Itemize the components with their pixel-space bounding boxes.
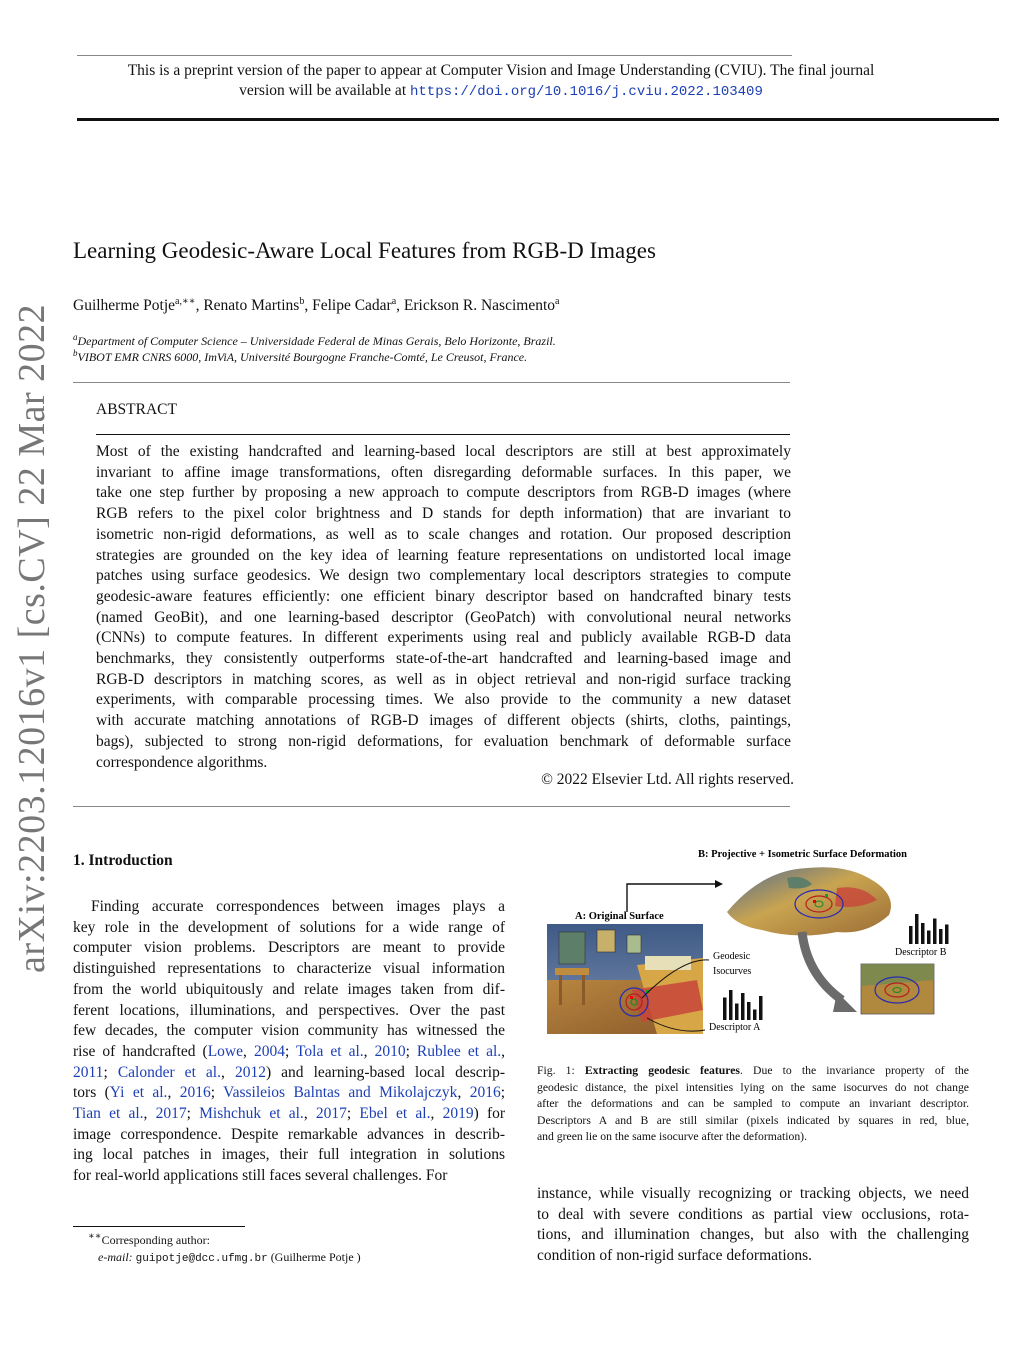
text-run: ing local patches in images, their full integration in solutions: [73, 1146, 505, 1164]
text-run: ,: [221, 1063, 235, 1081]
figure-1-illustration: [537, 840, 977, 1050]
introduction-line: [73, 938, 505, 959]
citation-link[interactable]: Tola et al.: [296, 1042, 364, 1060]
introduction-line: [73, 1125, 505, 1146]
abstract-line: Most of the existing handcrafted and learning-based local descriptors are still at best approximately: [96, 443, 791, 460]
citation-link[interactable]: 2016: [179, 1084, 211, 1102]
citation-link[interactable]: Calonder et al.: [117, 1063, 221, 1081]
text-run: distinguished representations to characterize visual information: [73, 960, 505, 978]
text-run: ,: [243, 1042, 254, 1060]
descriptor-a-label: Descriptor A: [709, 1022, 761, 1033]
text-run: ;: [210, 1084, 224, 1102]
descriptor-b-label: Descriptor B: [895, 947, 947, 958]
abstract-line: geodesic-aware features efficiently: one efficient binary descriptor based on handcrafted binary tests: [96, 587, 791, 605]
text-run: rise of handcrafted (: [73, 1042, 208, 1060]
introduction-line: [73, 959, 505, 980]
descriptor-a-bar: [723, 998, 727, 1021]
projection-arrow: [627, 884, 715, 912]
citation-link[interactable]: Rublee et al.: [416, 1042, 502, 1060]
email-address[interactable]: guipotje@dcc.ufmg.br: [135, 1253, 268, 1265]
citation-link[interactable]: Vassileios Balntas and Mikolajczyk: [223, 1084, 458, 1102]
header-top-rule: [77, 55, 792, 56]
abstract-body: [96, 442, 791, 773]
author-name: Renato Martins: [203, 297, 300, 314]
geodesic-label-line-1: Geodesic: [713, 951, 751, 962]
text-run: ;: [103, 1063, 118, 1081]
author-separator: ,: [304, 297, 313, 314]
text-run: ;: [405, 1042, 417, 1060]
abstract-line: isometric non-rigid deformations, as well as to scale changes and rotation. Our proposed description: [96, 525, 791, 543]
descriptor-b-bar: [939, 929, 943, 944]
author-separator: ,: [396, 297, 404, 314]
text-run: ;: [186, 1105, 200, 1123]
abstract-heading-rule: [96, 434, 790, 435]
introduction-line: [73, 918, 505, 939]
author-separator: ,: [195, 297, 204, 314]
deformed-surface-image: [727, 867, 891, 935]
citation-link[interactable]: 2010: [374, 1042, 406, 1060]
paper-title: Learning Geodesic-Aware Local Features from RGB-D Images: [73, 238, 656, 263]
right-column-line: tions, and illumination changes, but also with the challenging: [537, 1226, 969, 1244]
affiliation-line: [73, 333, 556, 349]
descriptor-b-bar: [927, 931, 931, 945]
descriptor-a-bar: [747, 1002, 751, 1020]
descriptor-b-bar: [945, 925, 949, 945]
citation-link[interactable]: 2017: [315, 1105, 347, 1123]
abstract-line: RGB refers to the pixel color brightness and D stands for depth information) that are invariant to: [96, 505, 791, 523]
descriptor-a-bar: [729, 990, 733, 1020]
figure-label-b: B: Projective + Isometric Surface Deformation: [698, 849, 908, 860]
abstract-line: invariant to affine image transformations, often disregarding deformable surfaces. In this paper, we: [96, 463, 791, 481]
citation-link[interactable]: Lowe: [207, 1042, 244, 1060]
citation-link[interactable]: Tian et al.: [73, 1105, 144, 1123]
abstract-line: bags), subjected to strong non-rigid deformations, for evaluation benchmark of deformable surface: [96, 732, 791, 750]
text-run: ,: [430, 1105, 443, 1123]
abstract-heading: ABSTRACT: [96, 401, 177, 418]
abstract-top-rule: [73, 382, 790, 383]
author-affiliation-mark: a: [555, 295, 560, 307]
abstract-line: (named GeoBit), and one learning-based descriptor (GeoPatch) with convolutional neural networks: [96, 608, 791, 626]
zoomed-patch-image: [861, 964, 934, 1014]
caption-line-5: and green lie on the same isocurve after the deformation).: [537, 1130, 807, 1143]
preprint-line-2: version will be available at https://doi.org/10.1016/j.cviu.2022.103409: [239, 82, 763, 100]
zoom-arrow: [802, 932, 842, 1000]
abstract-bottom-rule: [73, 806, 790, 807]
abstract-line: benchmarks, they consistently outperforms state-of-the-art handcrafted and learning-based image and: [96, 650, 791, 668]
abstract-line: with accurate matching annotations of RGB-D images of different objects (shirts, cloths, paintings,: [96, 712, 791, 730]
caption-line-2: geodesic distance, the pixel intensities lying on the same isocurves do not change: [537, 1080, 969, 1094]
citation-link[interactable]: Mishchuk et al.: [199, 1105, 304, 1123]
figure-1-caption: [537, 1063, 969, 1146]
section-heading-introduction: 1. Introduction: [73, 852, 173, 869]
descriptor-b-bar: [921, 923, 925, 944]
descriptor-b-bar: [915, 914, 919, 944]
preprint-notice: [0, 61, 1002, 102]
author-name: Guilherme Potje: [73, 297, 176, 314]
descriptor-b-histogram: [909, 914, 949, 944]
geodesic-label-line-2: Isocurves: [713, 966, 752, 977]
abstract-line: take one step further by proposing a new approach to compute descriptors from RGB-D images (where: [96, 484, 791, 502]
right-column-body: [537, 1184, 969, 1267]
text-run: ) and learning-based local descrip-: [265, 1063, 505, 1081]
preprint-line-1: This is a preprint version of the paper to appear at Computer Vision and Image Understanding (CVIU). The final journal: [127, 62, 875, 79]
footnote: [88, 1232, 361, 1268]
footnote-label: ∗∗Corresponding author:: [88, 1231, 210, 1247]
introduction-line: [73, 1083, 505, 1104]
right-column-line: condition of non-rigid surface deformations.: [537, 1247, 813, 1265]
abstract-line: (CNNs) to compute features. In different experiments using real and publicly available RGB-D data: [96, 629, 791, 647]
introduction-line: [73, 980, 505, 1001]
citation-link[interactable]: 2019: [442, 1105, 474, 1123]
text-run: ,: [457, 1084, 470, 1102]
introduction-line: [73, 1042, 505, 1063]
text-run: ,: [501, 1042, 506, 1060]
text-run: ;: [284, 1042, 296, 1060]
introduction-line: [73, 1104, 505, 1125]
text-run: for real-world applications still faces several challenges. For: [73, 1167, 448, 1185]
text-run: computer vision problems. Descriptors are meant to provide: [73, 939, 505, 957]
text-run: Finding accurate correspondences between images plays a: [91, 898, 505, 915]
author-affiliation-mark: a: [391, 295, 397, 307]
citation-link[interactable]: 2012: [234, 1063, 266, 1081]
footnote-email: e-mail: guipotje@dcc.ufmg.br (Guilherme Potje ): [98, 1250, 361, 1265]
caption-line-3: after the deformations and can be sampled to compute an invariant descriptor.: [537, 1097, 969, 1110]
doi-link[interactable]: https://doi.org/10.1016/j.cviu.2022.103409: [410, 84, 763, 100]
affiliations: [73, 333, 556, 365]
right-column-line: instance, while visually recognizing or tracking objects, we need: [537, 1185, 969, 1202]
text-run: key role in the development of solutions for a wide range of: [73, 918, 505, 936]
descriptor-a-bar: [741, 993, 745, 1020]
text-run: from the world ubiquitously and relate images taken from dif-: [73, 980, 505, 998]
abstract-line: RGB-D descriptors in matching scores, as well as in object retrieval and non-rigid surface tracking: [96, 670, 791, 688]
text-run: few decades, the computer vision community has witnessed the: [73, 1022, 505, 1040]
citation-link[interactable]: Ebel et al.: [359, 1105, 431, 1123]
descriptor-a-histogram: [723, 990, 763, 1020]
introduction-line: [73, 1145, 505, 1166]
author-name: Felipe Cadar: [312, 297, 392, 314]
text-run: ;: [500, 1084, 505, 1102]
right-column-line: to deal with severe conditions as partial view occlusions, rota-: [537, 1205, 969, 1223]
descriptor-a-bar: [753, 1010, 757, 1021]
author-affiliation-mark: a,∗∗: [175, 295, 196, 307]
footnote-rule: [73, 1226, 245, 1227]
citation-link[interactable]: 2004: [253, 1042, 285, 1060]
original-surface-image: [547, 924, 703, 1034]
header-bottom-rule: [77, 118, 999, 121]
text-run: ,: [167, 1084, 180, 1102]
author-affiliation-mark: b: [299, 295, 305, 307]
arxiv-stamp: arXiv:2203.12016v1 [cs.CV] 22 Mar 2022: [11, 303, 53, 973]
affiliation-line: [73, 349, 556, 365]
author-name: Erickson R. Nascimento: [403, 297, 556, 314]
introduction-line: [73, 897, 505, 918]
introduction-line: [73, 1063, 505, 1084]
affiliation-text: Department of Computer Science – Universidade Federal de Minas Gerais, Belo Horizonte, Brazil.: [77, 334, 556, 348]
arrow-head-icon: [715, 880, 723, 888]
text-run: ferent locations, illuminations, and perspectives. Over the past: [73, 1001, 505, 1019]
text-run: ) for: [473, 1105, 506, 1123]
text-run: ,: [363, 1042, 375, 1060]
descriptor-b-bar: [909, 926, 913, 944]
citation-link[interactable]: 2017: [155, 1105, 187, 1123]
abstract-line: strategies are grounded on the key idea of learning feature representations on undistorted local image: [96, 546, 791, 564]
caption-line-4: Descriptors A and B are still similar (pixels indicated by squares in red, blue,: [537, 1113, 969, 1127]
introduction-line: [73, 1021, 505, 1042]
zoom-arrow-head-icon: [833, 992, 857, 1012]
descriptor-b-bar: [933, 919, 937, 945]
text-run: image correspondence. Despite remarkable advances in describ-: [73, 1125, 505, 1143]
text-run: ,: [303, 1105, 316, 1123]
abstract-line: experiments, with comparable processing times. We also provide to the community a new dataset: [96, 691, 791, 709]
affiliation-text: VIBOT EMR CNRS 6000, ImViA, Université Bourgogne Franche-Comté, Le Creusot, France.: [77, 350, 528, 364]
introduction-body: [73, 897, 505, 1187]
figure-1: [537, 840, 977, 1050]
descriptor-a-bar: [735, 1004, 739, 1021]
descriptor-a-bar: [759, 996, 763, 1020]
author-list: [73, 297, 559, 315]
citation-link[interactable]: 2011: [73, 1063, 104, 1081]
text-run: tors (: [73, 1084, 110, 1102]
introduction-line: [73, 1001, 505, 1022]
affiliation-mark: b: [73, 348, 78, 358]
figure-label-a: A: Original Surface: [575, 911, 664, 922]
abstract-line: patches using surface geodesics. We design two complementary local descriptors strategies to compute: [96, 567, 791, 585]
copyright-notice: © 2022 Elsevier Ltd. All rights reserved.: [541, 771, 794, 788]
citation-link[interactable]: Yi et al.: [109, 1084, 168, 1102]
citation-link[interactable]: 2016: [469, 1084, 501, 1102]
caption-line-1: Fig. 1: Extracting geodesic features. Due to the invariance property of the: [537, 1064, 969, 1077]
affiliation-mark: a: [73, 332, 78, 342]
introduction-line: [73, 1166, 505, 1187]
abstract-line: correspondence algorithms.: [96, 753, 268, 771]
text-run: ,: [143, 1105, 156, 1123]
text-run: ;: [346, 1105, 360, 1123]
